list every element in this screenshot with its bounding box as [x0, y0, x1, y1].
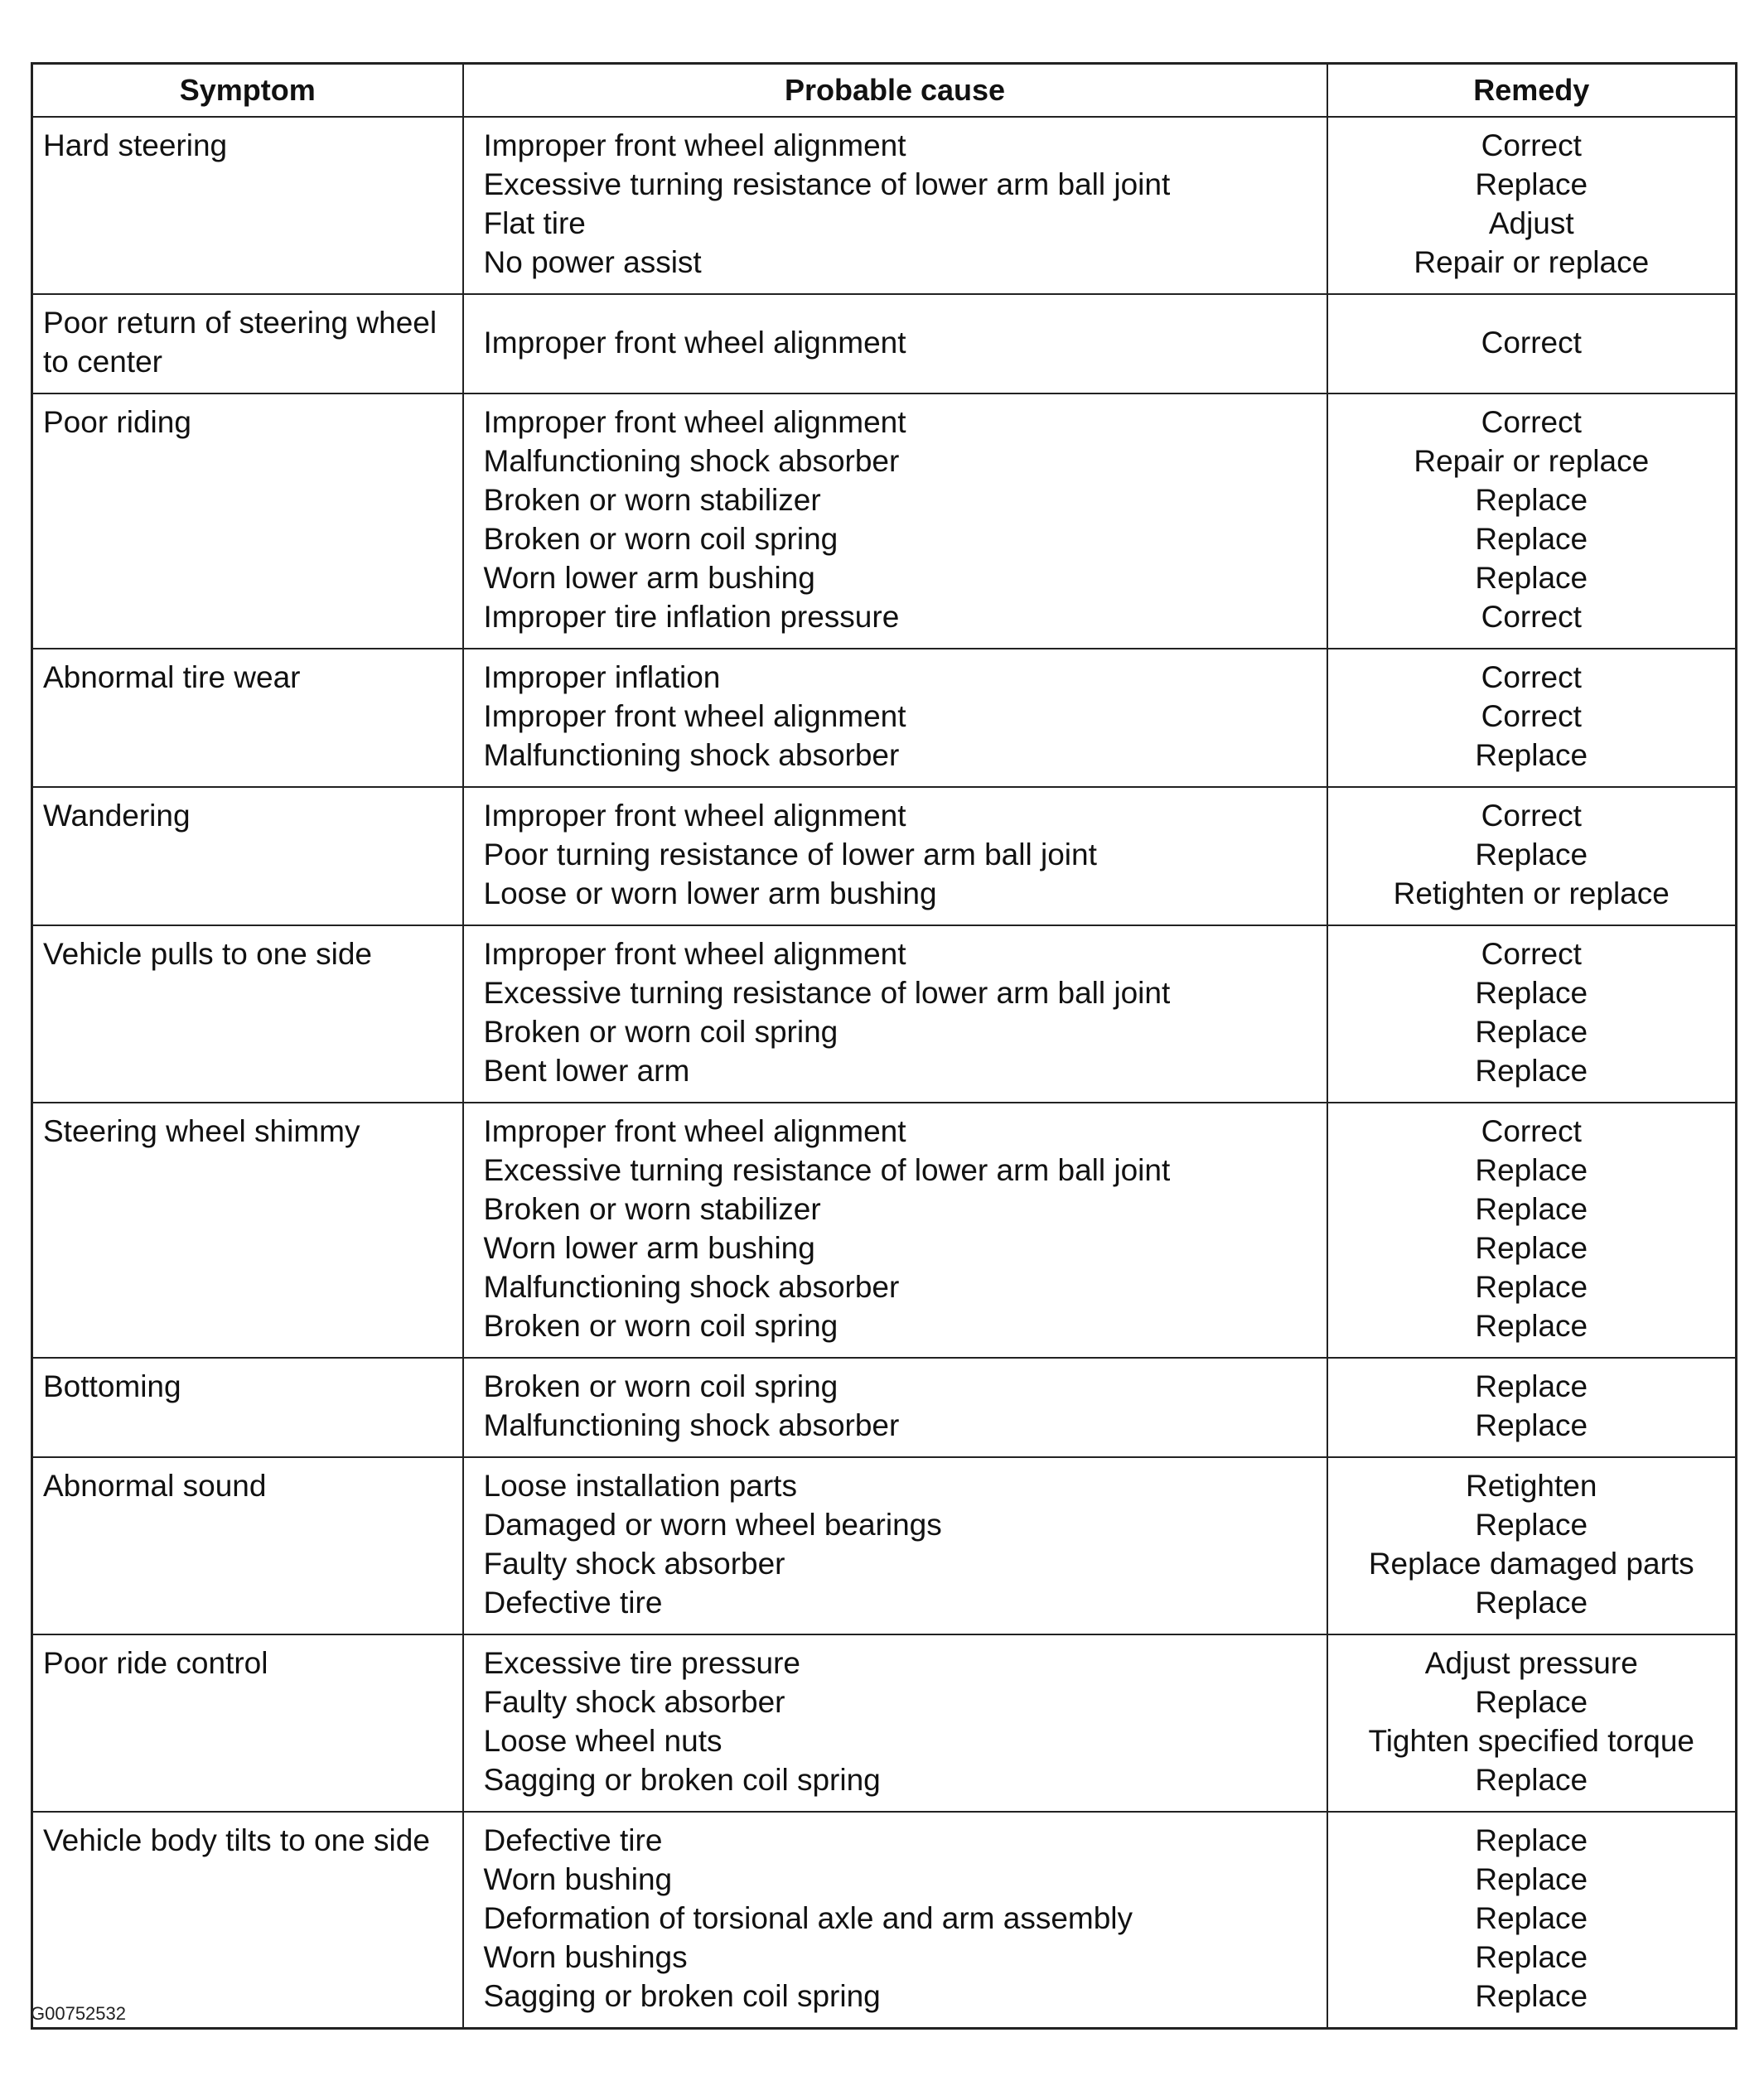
remedy-item: Retighten	[1466, 1469, 1597, 1503]
remedy-item: Replace	[1475, 1508, 1588, 1542]
remedy-cell	[1327, 1634, 1737, 1812]
probable-cause-item: Loose installation parts	[483, 1469, 797, 1503]
probable-cause-cell	[463, 1457, 1327, 1634]
probable-cause-item: Defective tire	[483, 1823, 663, 1857]
remedy-item: Correct	[1481, 405, 1582, 439]
probable-cause-item: Broken or worn coil spring	[483, 522, 839, 556]
symptom-cell	[32, 649, 463, 787]
symptom-text: Wandering	[43, 799, 191, 833]
remedy-item: Replace	[1475, 838, 1588, 871]
probable-cause-cell	[463, 1358, 1327, 1457]
probable-cause-item: Malfunctioning shock absorber	[483, 1408, 900, 1442]
probable-cause-item: Improper front wheel alignment	[483, 325, 906, 360]
probable-cause-item: Malfunctioning shock absorber	[483, 1270, 900, 1304]
symptom-cell	[32, 294, 463, 393]
symptom-cell	[32, 117, 463, 294]
remedy-item: Replace	[1475, 1685, 1588, 1719]
symptom-text: Poor riding	[43, 405, 191, 439]
probable-cause-item: Improper front wheel alignment	[483, 699, 906, 733]
symptom-text: Vehicle body tilts to one side	[43, 1823, 430, 1857]
symptom-text: Abnormal sound	[43, 1469, 267, 1503]
remedy-item: Replace	[1475, 1153, 1588, 1187]
remedy-item: Adjust	[1488, 206, 1574, 240]
remedy-item: Replace	[1475, 1192, 1588, 1226]
header-probable-cause: Probable cause	[463, 64, 1327, 118]
remedy-cell	[1327, 649, 1737, 787]
symptom-cell	[32, 787, 463, 925]
remedy-item: Replace	[1475, 167, 1588, 201]
header-remedy: Remedy	[1327, 64, 1737, 118]
probable-cause-item: Sagging or broken coil spring	[483, 1979, 881, 2013]
table-row	[32, 1634, 1737, 1812]
symptom-cell	[32, 925, 463, 1103]
remedy-item: Replace	[1475, 738, 1588, 772]
probable-cause-item: Excessive tire pressure	[483, 1646, 800, 1680]
probable-cause-cell	[463, 787, 1327, 925]
probable-cause-item: Excessive turning resistance of lower arm ball joint	[483, 167, 1171, 201]
probable-cause-item: Faulty shock absorber	[483, 1547, 785, 1581]
remedy-item: Replace	[1475, 1763, 1588, 1797]
probable-cause-item: Excessive turning resistance of lower arm ball joint	[483, 976, 1171, 1010]
remedy-item: Correct	[1481, 128, 1582, 162]
remedy-item: Replace	[1475, 1823, 1588, 1857]
table-row	[32, 787, 1737, 925]
probable-cause-item: Worn bushing	[483, 1862, 673, 1896]
probable-cause-item: No power assist	[483, 245, 702, 279]
symptom-text: Hard steering	[43, 128, 228, 162]
probable-cause-item: Improper front wheel alignment	[483, 405, 906, 439]
remedy-cell	[1327, 294, 1737, 393]
remedy-item: Replace	[1475, 1054, 1588, 1088]
remedy-item: Replace	[1475, 1862, 1588, 1896]
probable-cause-item: Improper front wheel alignment	[483, 799, 906, 833]
probable-cause-item: Improper front wheel alignment	[483, 1114, 906, 1148]
symptom-cell	[32, 1103, 463, 1358]
probable-cause-item: Broken or worn coil spring	[483, 1015, 839, 1049]
remedy-item: Replace	[1475, 1940, 1588, 1974]
probable-cause-item: Defective tire	[483, 1586, 663, 1620]
remedy-item: Replace	[1475, 1270, 1588, 1304]
remedy-item: Replace	[1475, 561, 1588, 595]
symptom-cell	[32, 393, 463, 649]
probable-cause-cell	[463, 294, 1327, 393]
remedy-item: Retighten or replace	[1393, 876, 1670, 910]
remedy-cell	[1327, 393, 1737, 649]
remedy-item: Replace	[1475, 1015, 1588, 1049]
probable-cause-item: Malfunctioning shock absorber	[483, 444, 900, 478]
table-row	[32, 393, 1737, 649]
probable-cause-item: Broken or worn coil spring	[483, 1309, 839, 1343]
probable-cause-item: Excessive turning resistance of lower arm ball joint	[483, 1153, 1171, 1187]
probable-cause-cell	[463, 925, 1327, 1103]
probable-cause-item: Broken or worn coil spring	[483, 1369, 839, 1403]
remedy-item: Correct	[1481, 1114, 1582, 1148]
remedy-item: Correct	[1481, 325, 1582, 360]
probable-cause-item: Poor turning resistance of lower arm ball joint	[483, 838, 1097, 871]
probable-cause-item: Improper tire inflation pressure	[483, 600, 900, 634]
remedy-item: Correct	[1481, 660, 1582, 694]
remedy-cell	[1327, 787, 1737, 925]
symptom-text: Poor ride control	[43, 1646, 268, 1680]
remedy-item: Replace damaged parts	[1368, 1547, 1694, 1581]
remedy-cell	[1327, 1103, 1737, 1358]
symptom-text: Steering wheel shimmy	[43, 1114, 360, 1148]
probable-cause-item: Deformation of torsional axle and arm assembly	[483, 1901, 1133, 1935]
probable-cause-cell	[463, 649, 1327, 787]
probable-cause-item: Worn lower arm bushing	[483, 1231, 815, 1265]
symptom-text: Bottoming	[43, 1369, 181, 1403]
remedy-item: Repair or replace	[1414, 444, 1650, 478]
probable-cause-item: Worn lower arm bushing	[483, 561, 815, 595]
header-symptom: Symptom	[32, 64, 463, 118]
table-body	[32, 117, 1737, 2029]
probable-cause-cell	[463, 1634, 1327, 1812]
remedy-item: Repair or replace	[1414, 245, 1650, 279]
table-row	[32, 294, 1737, 393]
figure-reference-id: G00752532	[31, 2003, 126, 2024]
remedy-item: Replace	[1475, 1901, 1588, 1935]
symptom-text: Vehicle pulls to one side	[43, 937, 372, 971]
remedy-item: Replace	[1475, 522, 1588, 556]
table-row	[32, 1103, 1737, 1358]
remedy-item: Replace	[1475, 1309, 1588, 1343]
remedy-item: Replace	[1475, 1408, 1588, 1442]
probable-cause-item: Loose wheel nuts	[483, 1724, 723, 1758]
remedy-cell	[1327, 1457, 1737, 1634]
remedy-item: Adjust pressure	[1424, 1646, 1638, 1680]
remedy-item: Correct	[1481, 799, 1582, 833]
symptom-cell	[32, 1634, 463, 1812]
remedy-cell	[1327, 925, 1737, 1103]
remedy-cell	[1327, 1812, 1737, 2029]
remedy-item: Tighten specified torque	[1368, 1724, 1695, 1758]
table-row	[32, 1358, 1737, 1457]
remedy-item: Replace	[1475, 483, 1588, 517]
remedy-item: Correct	[1481, 699, 1582, 733]
remedy-item: Replace	[1475, 1231, 1588, 1265]
probable-cause-item: Broken or worn stabilizer	[483, 483, 821, 517]
probable-cause-cell	[463, 1103, 1327, 1358]
probable-cause-item: Sagging or broken coil spring	[483, 1763, 881, 1797]
symptom-cell	[32, 1358, 463, 1457]
remedy-item: Replace	[1475, 1979, 1588, 2013]
probable-cause-item: Flat tire	[483, 206, 586, 240]
troubleshooting-table	[31, 62, 1737, 2030]
remedy-item: Replace	[1475, 1369, 1588, 1403]
remedy-cell	[1327, 1358, 1737, 1457]
probable-cause-item: Improper inflation	[483, 660, 721, 694]
table-row	[32, 117, 1737, 294]
table-row	[32, 1812, 1737, 2029]
probable-cause-cell	[463, 1812, 1327, 2029]
probable-cause-item: Worn bushings	[483, 1940, 688, 1974]
probable-cause-item: Loose or worn lower arm bushing	[483, 876, 937, 910]
symptom-text: Poor return of steering wheel to center	[43, 306, 437, 379]
probable-cause-item: Improper front wheel alignment	[483, 128, 906, 162]
symptom-cell	[32, 1457, 463, 1634]
remedy-item: Replace	[1475, 1586, 1588, 1620]
probable-cause-item: Bent lower arm	[483, 1054, 690, 1088]
remedy-item: Replace	[1475, 976, 1588, 1010]
remedy-cell	[1327, 117, 1737, 294]
table-row	[32, 649, 1737, 787]
probable-cause-cell	[463, 393, 1327, 649]
probable-cause-item: Broken or worn stabilizer	[483, 1192, 821, 1226]
remedy-item: Correct	[1481, 600, 1582, 634]
table-row	[32, 925, 1737, 1103]
symptom-text: Abnormal tire wear	[43, 660, 301, 694]
troubleshooting-table-container	[31, 62, 1735, 2030]
probable-cause-item: Malfunctioning shock absorber	[483, 738, 900, 772]
header-row	[32, 64, 1737, 118]
table-row	[32, 1457, 1737, 1634]
probable-cause-item: Improper front wheel alignment	[483, 937, 906, 971]
remedy-item: Correct	[1481, 937, 1582, 971]
symptom-cell	[32, 1812, 463, 2029]
probable-cause-item: Faulty shock absorber	[483, 1685, 785, 1719]
probable-cause-item: Damaged or worn wheel bearings	[483, 1508, 942, 1542]
probable-cause-cell	[463, 117, 1327, 294]
